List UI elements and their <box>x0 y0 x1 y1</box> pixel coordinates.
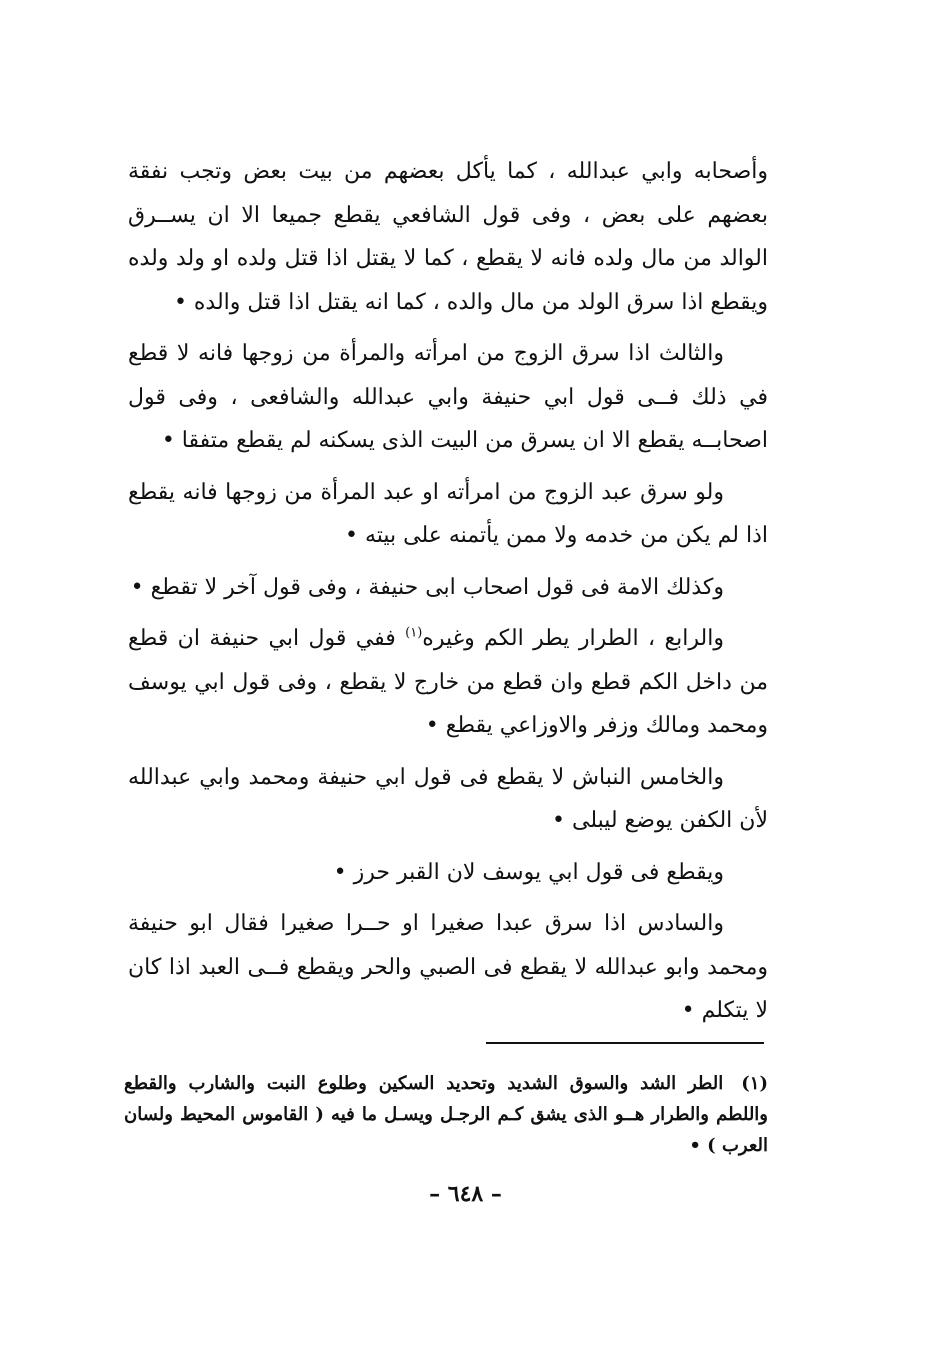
footnote-divider <box>486 1042 764 1044</box>
footnote <box>124 1068 768 1161</box>
paragraph-8: والسادس اذا سرق عبدا صغيرا او حــرا صغيرا فقال ابو حنيفة ومحمد وابو عبدالله لا يقطع فى الصبي والحر ويقطع فــى العبد اذا كان لا يتكلم • <box>128 911 768 1023</box>
footnote-marker: (١) <box>741 1073 768 1094</box>
paragraph-3: ولو سرق عبد الزوج من امرأته او عبد المرأة من زوجها فانه يقطع اذا لم يكن من خدمه ولا ممن يأتمنه على بيته • <box>128 479 768 548</box>
paragraph-6: والخامس النباش لا يقطع فى قول ابي حنيفة ومحمد وابي عبدالله لأن الكفن يوضع ليبلى • <box>128 764 768 833</box>
paragraph-2: والثالث اذا سرق الزوج من امرأته والمرأة من زوجها فانه لا قطع في ذلك فــى قول ابي حنيفة وابي عبدالله والشافعى ، وفى قول اصحابــه يقطع الا ان يسرق من البيت الذى يسكنه لم يقطع متفقا • <box>128 341 768 453</box>
paragraph-5 <box>128 617 768 748</box>
paragraph-5-start: والرابع ، الطرار يطر الكم وغيره <box>422 626 724 651</box>
footnote-text: الطر الشد والسوق الشديد وتحديد السكين وطلوع النبت والشارب والقطع واللطم والطرار هــو الذى يشق كـم الرجـل ويسـل ما فيه ( القاموس المحيط ولسان العرب ) • <box>124 1073 768 1156</box>
paragraph-4: وكذلك الامة فى قول اصحاب ابى حنيفة ، وفى قول آخر لا تقطع • <box>130 574 724 600</box>
paragraph-1: وأصحابه وابي عبدالله ، كما يأكل بعضهم من بيت بعض وتجب نفقة بعضهم على بعض ، وفى قول الشافعي يقطع جميعا الا ان يســرق الوالد من مال ولده فانه لا يقطع ، كما لا يقتل اذا قتل ولده او ولد ولده ويقطع اذا سرق الولد من مال والده ، كما انه يقتل اذا قتل والده • <box>128 159 768 315</box>
main-text <box>128 150 768 1041</box>
paragraph-5-rest: ففي قول ابي حنيفة ان قطع من داخل الكم قطع وان قطع من خارج لا يقطع ، وفى قول ابي يوسف ومحمد ومالك وزفر والاوزاعي يقطع • <box>128 626 768 738</box>
footnote-reference: (١) <box>405 625 423 641</box>
paragraph-7: ويقطع فى قول ابي يوسف لان القبر حرز • <box>333 859 724 885</box>
page-number: – ٦٤٨ – <box>429 1181 502 1207</box>
